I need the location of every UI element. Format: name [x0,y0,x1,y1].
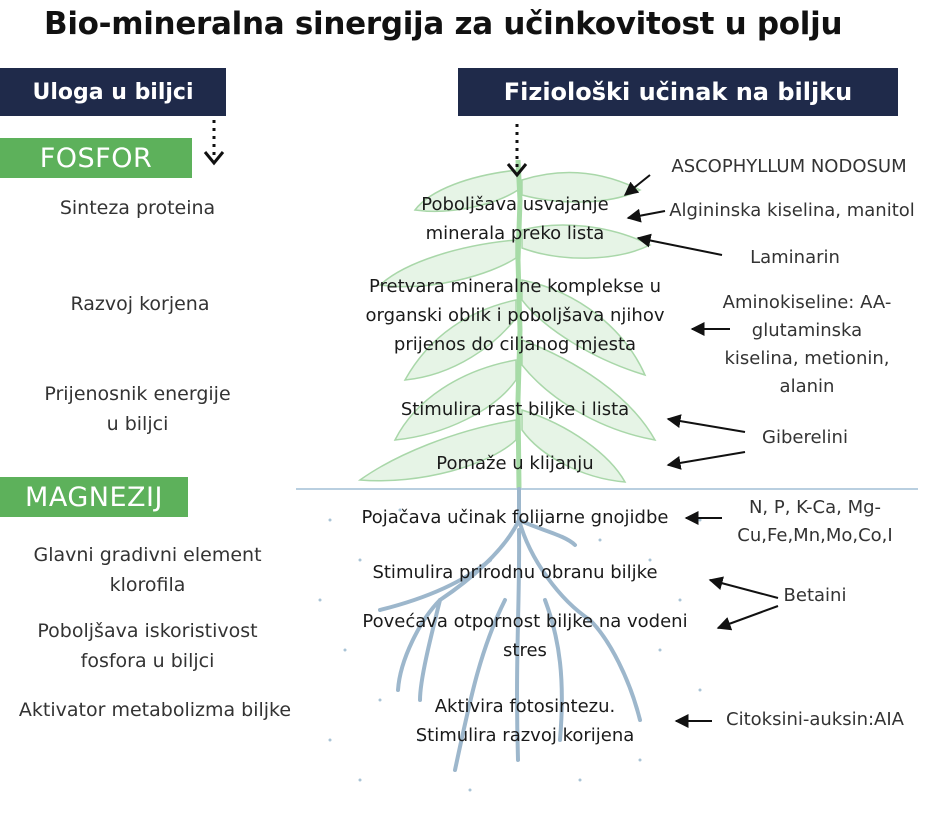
source-cytokinins-auxin: Citoksini-auksin:AIA [726,709,904,730]
effect-8: Aktivira fotosintezu. Stimulira razvoj korijena [415,696,635,746]
source-nutrients: N, P, K-Ca, Mg- Cu,Fe,Mn,Mo,Co,I [737,497,893,546]
magnezij-label: MAGNEZIJ [0,477,188,517]
magnezij-item-2: klorofila [109,574,186,596]
fosfor-item-3: Prijenosnik energije [44,383,231,405]
source-betaines: Betaini [783,585,847,606]
source-amino-acids: Aminokiseline: AA- glutaminska kiselina, metionin, alanin [722,292,892,397]
magnezij-item-4: fosfora u biljci [80,650,215,672]
magnezij-item-5: Aktivator metabolizma biljke [18,699,292,721]
effect-2: Pretvara mineralne komplekse u organski oblik i poboljšava njihov prijenos do ciljanog mjesta [365,276,665,355]
magnezij-item-3: Poboljšava iskoristivost [37,620,258,642]
effect-4: Pomaže u klijanju [436,453,594,474]
header-physiological-effect: Fiziološki učinak na biljku [458,68,898,116]
fosfor-label: FOSFOR [0,138,192,178]
effect-1: Poboljšava usvajanje minerala preko lista [421,194,609,244]
effect-6: Stimulira prirodnu obranu biljke [372,562,658,583]
fosfor-item-1: Sinteza proteina [59,197,216,219]
effect-5: Pojačava učinak folijarne gnojidbe [361,507,669,528]
source-laminarin: Laminarin [750,247,840,268]
fosfor-item-2: Razvoj korjena [70,293,210,315]
source-alginic-acid: Algininska kiselina, manitol [669,200,915,221]
magnezij-item-1: Glavni gradivni element [33,544,262,566]
header-role-in-plant: Uloga u biljci [0,68,226,116]
effect-3: Stimulira rast biljke i lista [400,399,630,420]
fosfor-item-4: u biljci [106,413,169,435]
page-title: Bio-mineralna sinergija za učinkovitost u polju [44,6,843,42]
source-gibberellins: Giberelini [762,427,848,448]
source-ascophyllum: ASCOPHYLLUM NODOSUM [671,156,907,177]
effect-7: Povećava otpornost biljke na vodeni stres [362,611,688,661]
